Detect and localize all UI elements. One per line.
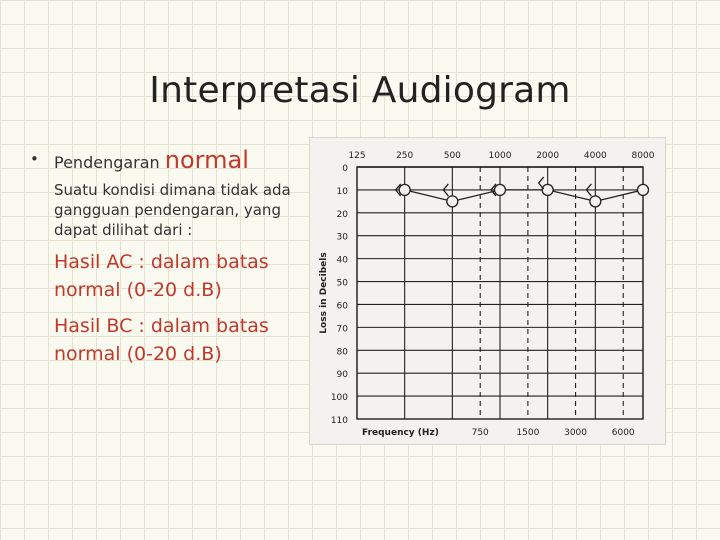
bullet-prefix: Pendengaran bbox=[54, 153, 160, 172]
data-point-circle bbox=[495, 184, 506, 195]
y-tick-label: 110 bbox=[330, 416, 348, 426]
audiogram-panel bbox=[309, 137, 666, 445]
x-top-tick-label: 8000 bbox=[631, 151, 655, 161]
data-point-circle bbox=[638, 184, 649, 195]
x-top-tick-label: 1000 bbox=[488, 151, 512, 161]
result-ac: Hasil AC : dalam batas normal (0-20 d.B) bbox=[54, 251, 269, 301]
x-top-tick-label: 250 bbox=[396, 151, 414, 161]
y-tick-label: 40 bbox=[336, 255, 348, 266]
y-tick-label: 60 bbox=[336, 301, 348, 312]
x-top-tick-label: 2000 bbox=[536, 151, 560, 161]
text-column bbox=[30, 146, 310, 368]
x-bottom-tick-label: 3000 bbox=[564, 428, 588, 438]
y-tick-label: 70 bbox=[336, 324, 348, 335]
y-tick-label: 100 bbox=[330, 393, 348, 404]
y-tick-label: 10 bbox=[336, 186, 348, 197]
x-top-tick-label: 125 bbox=[348, 151, 366, 161]
y-tick-label: 80 bbox=[336, 347, 348, 358]
bullet-item bbox=[30, 146, 310, 174]
description: Suatu kondisi dimana tidak ada gangguan pendengaran, yang dapat dilihat dari : bbox=[54, 181, 291, 239]
series-line-ac bbox=[405, 190, 643, 201]
x-bottom-tick-label: 1500 bbox=[516, 428, 540, 438]
result-bc: Hasil BC : dalam batas normal (0-20 d.B) bbox=[54, 315, 269, 365]
x-axis-title: Frequency (Hz) bbox=[362, 428, 439, 438]
data-point-circle bbox=[590, 196, 601, 207]
data-point-circle bbox=[542, 184, 553, 195]
slide-title: Interpretasi Audiogram bbox=[149, 70, 571, 111]
y-tick-label: 90 bbox=[336, 370, 348, 381]
data-point-bracket bbox=[539, 177, 544, 189]
y-tick-label: 20 bbox=[336, 209, 348, 220]
y-tick-label: 30 bbox=[336, 232, 348, 243]
y-tick-label: 0 bbox=[342, 164, 348, 174]
x-top-tick-label: 500 bbox=[443, 151, 461, 161]
x-bottom-tick-label: 750 bbox=[471, 428, 489, 438]
y-tick-label: 50 bbox=[336, 278, 348, 289]
x-bottom-tick-label: 6000 bbox=[611, 428, 635, 438]
data-point-circle bbox=[447, 196, 458, 207]
audiogram-chart bbox=[309, 137, 666, 445]
x-top-tick-label: 4000 bbox=[583, 151, 607, 161]
data-point-circle bbox=[399, 184, 410, 195]
bullet-dot-icon: • bbox=[30, 150, 39, 168]
bullet-term: normal bbox=[164, 146, 249, 174]
y-axis-title: Loss in Decibels bbox=[319, 252, 329, 334]
